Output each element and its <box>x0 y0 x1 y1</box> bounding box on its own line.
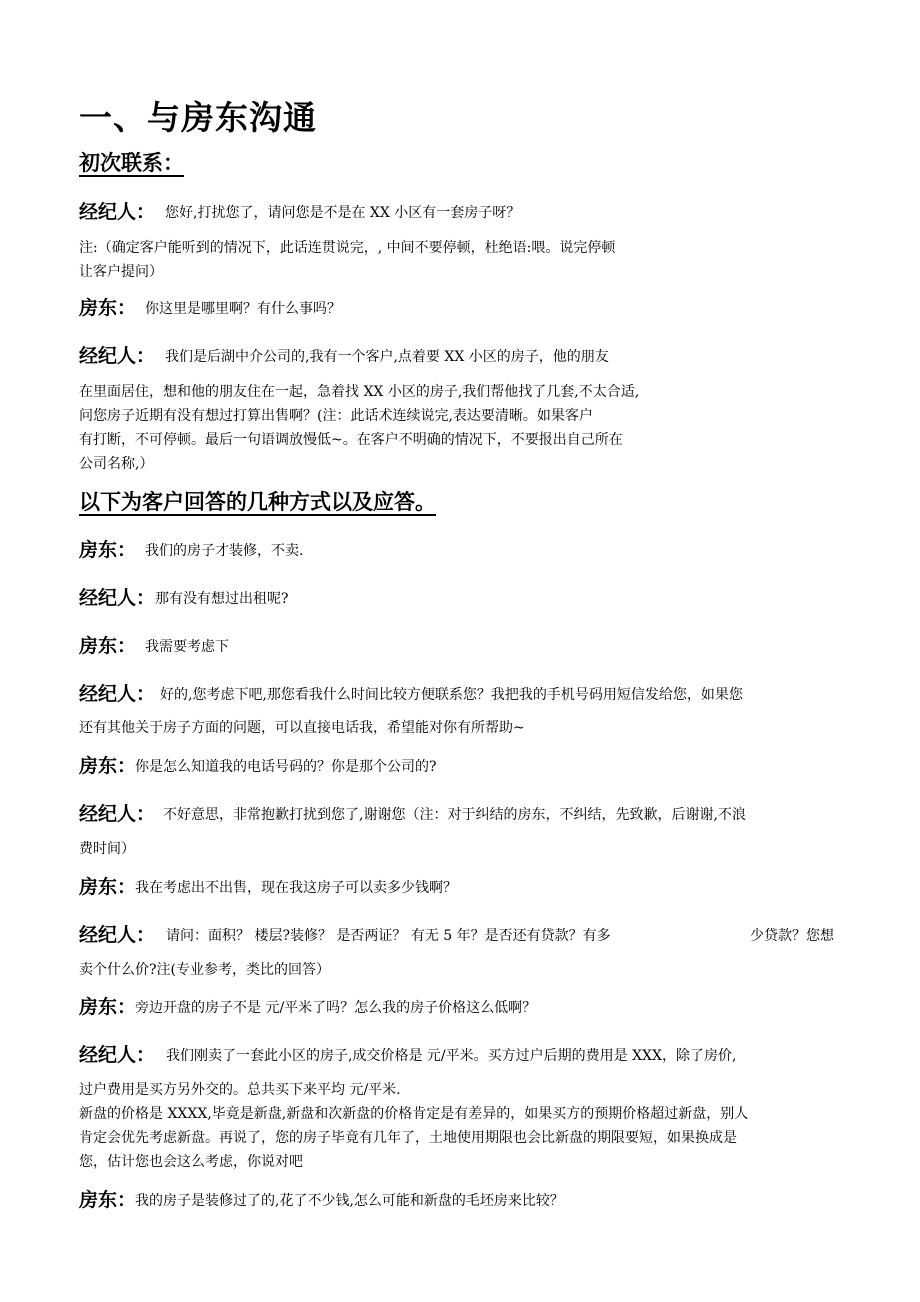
speaker-agent: 经纪人： <box>79 345 156 367</box>
dialogue-continuation: 费时间） <box>79 841 135 857</box>
dialogue-text: 我们是后湖中介公司的,我有一个客户,点着要 XX 小区的房子，他的朋友 <box>165 349 609 365</box>
dialogue-text: 不好意思，非常抱歉打扰到您了,谢谢您（注：对于纠结的房东，不纠结，先致歉，后谢谢,不浪 <box>163 807 746 823</box>
speaker-landlord: 房东： <box>79 1189 137 1211</box>
speaker-agent: 经纪人： <box>79 924 156 946</box>
speaker-agent: 经纪人： <box>79 803 156 825</box>
dialogue-continuation: 问您房子近期有没有想过打算出售啊？(注：此话术连续说完,表达要清晰。如果客户 <box>79 408 593 424</box>
note-line: 让客户提问） <box>79 264 163 280</box>
dialogue-continuation: 在里面居住，想和他的朋友住在一起，急着找 XX 小区的房子,我们帮他找了几套,不太合适, <box>79 384 640 400</box>
dialogue-text: 旁边开盘的房子不是 元/平米了吗？怎么我的房子价格这么低啊？ <box>135 1000 537 1016</box>
dialogue-continuation: 公司名称,） <box>79 456 154 472</box>
dialogue-continuation: 您，估计您也会这么考虑，你说对吧 <box>79 1154 303 1170</box>
dialogue-continuation: 有打断，不可停顿。最后一句语调放慢低~。在客户不明确的情况下，不要报出自己所在 <box>79 432 623 448</box>
dialogue-continuation: 卖个什么价?注(专业参考，类比的回答） <box>79 962 330 978</box>
dialogue-text: 您好,打扰您了，请问您是不是在 XX 小区有一套房子呀？ <box>165 205 521 221</box>
dialogue-text: 我们刚卖了一套此小区的房子,成交价格是 元/平米。买方过户后期的费用是 XXX，除了房价, <box>166 1048 737 1064</box>
dialogue-text: 那有没有想过出租呢? <box>155 591 289 607</box>
dialogue-text: 好的,您考虑下吧,那您看我什么时间比较方便联系您？我把我的手机号码用短信发给您，如果您 <box>160 687 743 703</box>
speaker-landlord: 房东： <box>79 297 137 319</box>
dialogue-text: 请问：面积？ 楼层?装修？ 是否两证？ 有无 5 年？是否还有贷款？有多 <box>166 928 611 944</box>
speaker-agent: 经纪人： <box>79 683 156 705</box>
dialogue-text: 你是怎么知道我的电话号码的？你是那个公司的? <box>135 759 437 775</box>
page-title: 一、与房东沟通 <box>79 98 317 137</box>
dialogue-continuation: 过户费用是买方另外交的。总共买下来平均 元/平米. <box>79 1082 401 1098</box>
dialogue-text: 少贷款？您想 <box>750 928 834 944</box>
speaker-landlord: 房东： <box>79 876 137 898</box>
section-heading-first-contact: 初次联系： <box>79 151 184 175</box>
dialogue-text: 我在考虑出不出售，现在我这房子可以卖多少钱啊？ <box>135 880 457 896</box>
speaker-landlord: 房东： <box>79 996 137 1018</box>
section-heading-responses: 以下为客户回答的几种方式以及应答。 <box>79 490 436 514</box>
dialogue-text: 我们的房子才装修，不卖. <box>145 543 304 559</box>
dialogue-continuation: 肯定会优先考虑新盘。再说了，您的房子毕竟有几年了，土地使用期限也会比新盘的期限要短，如果换成是 <box>79 1130 737 1146</box>
dialogue-continuation: 还有其他关于房子方面的问题，可以直接电话我，希望能对你有所帮助~ <box>79 720 525 736</box>
dialogue-text: 你这里是哪里啊？有什么事吗？ <box>145 301 341 317</box>
speaker-agent: 经纪人： <box>79 201 156 223</box>
speaker-landlord: 房东： <box>79 755 137 777</box>
dialogue-text: 我的房子是装修过了的,花了不少钱,怎么可能和新盘的毛坯房来比较？ <box>135 1193 564 1209</box>
speaker-agent: 经纪人： <box>79 1044 156 1066</box>
speaker-landlord: 房东： <box>79 635 137 657</box>
speaker-agent: 经纪人： <box>79 587 156 609</box>
speaker-landlord: 房东： <box>79 539 137 561</box>
dialogue-text: 我需要考虑下 <box>145 639 229 655</box>
note-line: 注:（确定客户能听到的情况下，此话连贯说完，, 中间不要停顿，杜绝语:喂。说完停顿 <box>79 240 616 256</box>
dialogue-continuation: 新盘的价格是 XXXX,毕竟是新盘,新盘和次新盘的价格肯定是有差异的，如果买方的预期价格超过新盘，别人 <box>79 1106 749 1122</box>
